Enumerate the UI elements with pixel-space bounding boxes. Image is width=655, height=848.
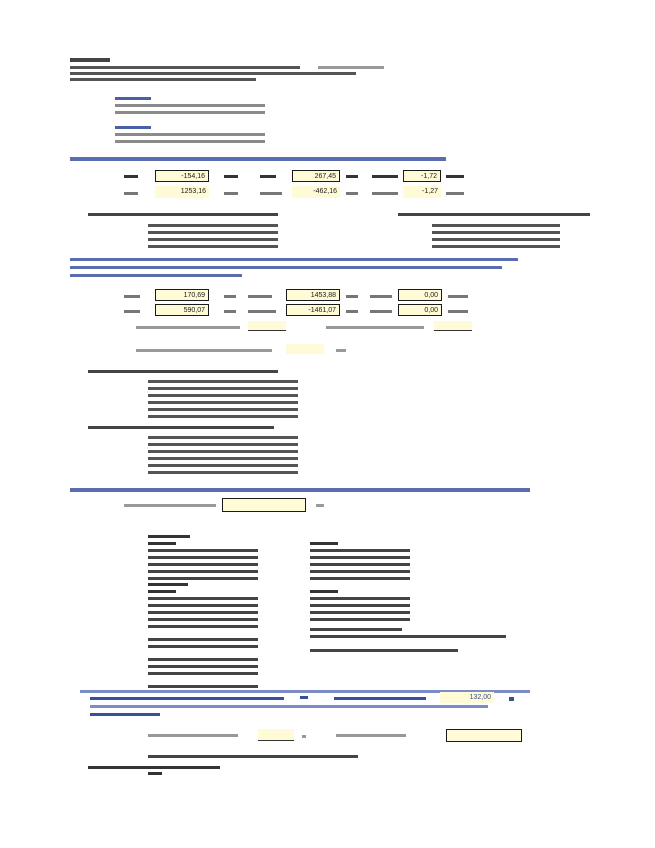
- question-d-number: [300, 696, 308, 699]
- value-a3: -1,72: [403, 170, 441, 182]
- label-b6: [370, 310, 392, 313]
- problem-text-line: [70, 66, 300, 69]
- value-b1: 170,69: [155, 289, 209, 301]
- value-a1: -154,16: [155, 170, 209, 182]
- label-a3: [372, 175, 398, 178]
- label-b5: [248, 310, 276, 313]
- question-d-value: 132,00: [440, 692, 494, 703]
- calc-note-e: [148, 755, 358, 758]
- label-c1: [124, 504, 216, 507]
- unit-b4: [224, 310, 236, 313]
- value-b5: -1461,07: [286, 304, 340, 316]
- calc-block-b2: [148, 436, 298, 474]
- label-a5: [260, 192, 282, 195]
- input-e2: [446, 729, 522, 742]
- value-a5: -462,16: [292, 186, 340, 198]
- traded-note: [310, 649, 458, 652]
- calc-block-b1: [148, 380, 298, 418]
- table-block-2: [310, 542, 410, 580]
- question-d-more: [90, 705, 488, 716]
- calc-note-right: [398, 213, 590, 216]
- problem-text-line: [70, 72, 356, 75]
- value-b3: 0,00: [398, 289, 442, 301]
- question-b-heading: [70, 258, 518, 277]
- company-2-data-block: [115, 126, 265, 143]
- question-a-heading: [70, 157, 446, 161]
- question-d-line-2-text: [90, 697, 284, 700]
- result-label-small: [148, 772, 162, 775]
- value-b6: 0,00: [398, 304, 442, 316]
- unit-b5: [346, 310, 358, 313]
- input-b7: [248, 321, 286, 331]
- unit-a1: [224, 175, 238, 178]
- unit-b6: [448, 310, 468, 313]
- unit-b1: [224, 295, 236, 298]
- unit-a6: [446, 192, 464, 195]
- label-a2: [260, 175, 276, 178]
- company-1-data-block: [115, 97, 265, 114]
- value-b4: 590,07: [155, 304, 209, 316]
- label-b3: [370, 295, 392, 298]
- question-d-line-2b-text: [334, 697, 426, 700]
- unit-b2: [346, 295, 358, 298]
- input-b9: [286, 344, 324, 354]
- table-block-4: [310, 590, 410, 621]
- unit-b3: [448, 295, 468, 298]
- equilibrium-note: [310, 628, 506, 638]
- problem-title: [70, 58, 110, 62]
- unit-a2: [346, 175, 358, 178]
- value-b2: 1453,88: [286, 289, 340, 301]
- calc-note-b2: [88, 426, 274, 429]
- label-b1: [124, 295, 140, 298]
- unit-b9: [336, 349, 346, 352]
- label-a4: [124, 192, 138, 195]
- unit-a5: [346, 192, 358, 195]
- result-line: [88, 766, 220, 769]
- question-c-heading: [70, 488, 530, 492]
- label-e2: [336, 734, 406, 737]
- table-block-1: [148, 535, 258, 580]
- value-a6: -1,27: [403, 186, 441, 198]
- calc-note-b1: [88, 370, 278, 373]
- unit-a4: [224, 192, 238, 195]
- euro-sign: [509, 697, 514, 701]
- value-a4: 1253,16: [155, 186, 209, 198]
- label-b9: [136, 349, 272, 352]
- label-a6: [372, 192, 398, 195]
- calc-block-right: [432, 224, 560, 248]
- unit-a3: [446, 175, 464, 178]
- input-e1: [258, 729, 294, 741]
- label-a1: [124, 175, 138, 178]
- calc-block-left: [148, 224, 278, 248]
- label-e1: [148, 734, 238, 737]
- unit-e1: [302, 735, 306, 738]
- label-b7: [136, 326, 240, 329]
- label-b4: [124, 310, 140, 313]
- problem-text-line: [318, 66, 384, 69]
- calc-note-left: [88, 213, 278, 216]
- value-a2: 267,45: [292, 170, 340, 182]
- unit-c1: [316, 504, 324, 507]
- table-block-3: [148, 583, 258, 688]
- problem-text-line: [70, 78, 256, 81]
- label-b8: [326, 326, 424, 329]
- input-c1: [222, 498, 306, 512]
- label-b2: [248, 295, 272, 298]
- input-b8: [434, 321, 472, 331]
